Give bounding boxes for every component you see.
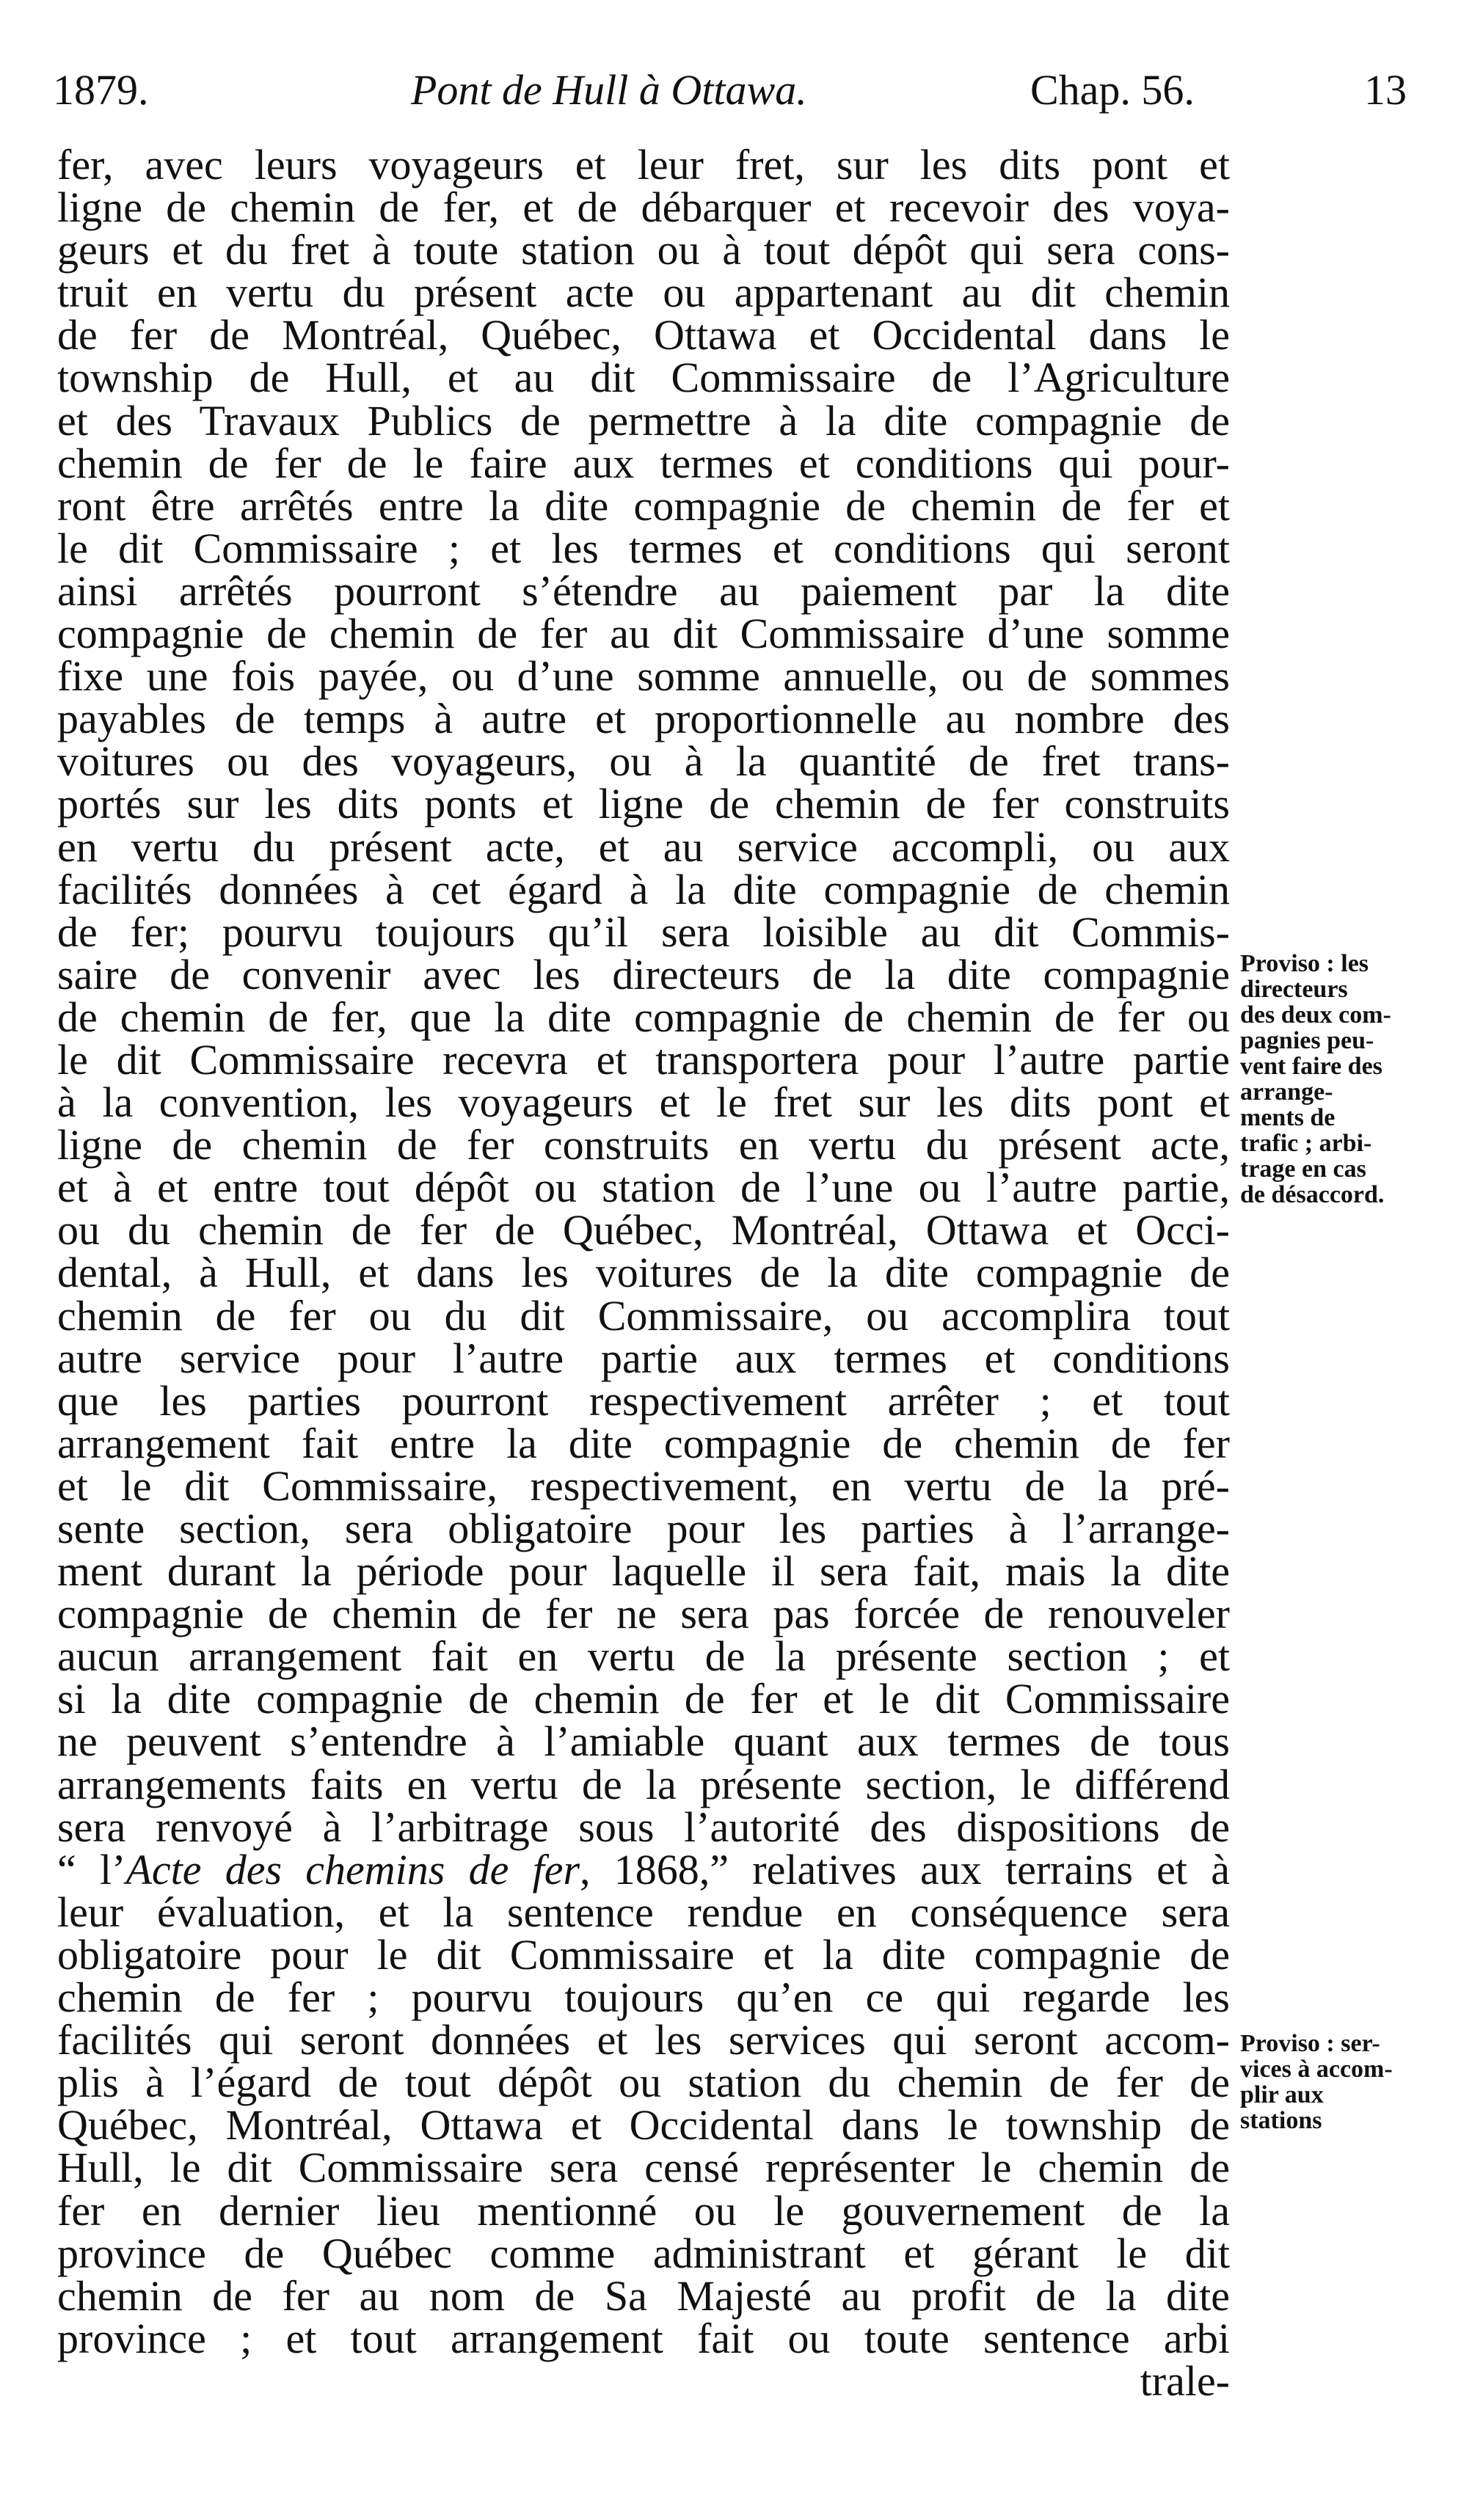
body-line: et à et entre tout dépôt ou station de l’une ou l’autre partie, (57, 1164, 1230, 1212)
margin-note-line: ments de (1240, 1104, 1336, 1131)
body-line: ront être arrêtés entre la dite compagnie de chemin de fer et (57, 481, 1230, 530)
margin-note-line: Proviso : ser- (1240, 2030, 1380, 2057)
body-line: compagnie de chemin de fer au dit Commissaire d’une somme (57, 610, 1230, 658)
body-line: Hull, le dit Commissaire sera censé représenter le chemin de (57, 2144, 1230, 2192)
header-year: 1879. (53, 66, 149, 114)
act-year: , 1868,” (580, 1845, 729, 1893)
body-line: le dit Commissaire ; et les termes et conditions qui seront (57, 524, 1230, 572)
act-title: Acte des chemins de fer (125, 1845, 580, 1893)
body-line: arrangement fait entre la dite compagnie de chemin de fer (57, 1419, 1230, 1467)
body-line: obligatoire pour le dit Commissaire et la dite compagnie de (57, 1930, 1230, 1979)
body-line: de fer de Montréal, Québec, Ottawa et Occidental dans le (57, 311, 1230, 359)
act-citation-rest: relatives aux terrains et à (752, 1845, 1231, 1893)
body-line: et le dit Commissaire, respectivement, en vertu de la pré- (57, 1461, 1230, 1510)
body-line: sente section, sera obligatoire pour les parties à l’arrange- (57, 1505, 1230, 1552)
margin-note-line: vices à accom- (1240, 2056, 1393, 2083)
body-line: fixe une fois payée, ou d’une somme annuelle, ou de sommes (57, 652, 1230, 701)
body-line: dental, à Hull, et dans les voitures de la dite compagnie de (57, 1249, 1230, 1297)
body-line: leur évaluation, et la sentence rendue en conséquence sera (57, 1888, 1230, 1936)
body-line: Québec, Montréal, Ottawa et Occidental dans le township de (57, 2101, 1230, 2150)
body-line: ainsi arrêtés pourront s’étendre au paiement par la dite (57, 566, 1230, 615)
body-line: chemin de fer de le faire aux termes et conditions qui pour- (57, 439, 1230, 487)
margin-note-line: de désaccord. (1240, 1181, 1385, 1208)
running-header (53, 65, 1407, 116)
body-line: plis à l’égard de tout dépôt ou station du chemin de fer de (57, 2059, 1230, 2107)
body-line: fer, avec leurs voyageurs et leur fret, sur les dits pont et (57, 141, 1230, 189)
body-line: ne peuvent s’entendre à l’amiable quant aux termes de tous (57, 1717, 1230, 1766)
body-line: facilités qui seront données et les services qui seront accom- (57, 2016, 1230, 2064)
margin-note-line: vent faire des (1240, 1053, 1382, 1080)
margin-note-line: directeurs (1240, 976, 1348, 1003)
margin-note-line: arrange- (1240, 1078, 1333, 1106)
margin-note-line: pagnies peu- (1240, 1027, 1374, 1054)
body-line: le dit Commissaire recevra et transportera pour l’autre partie (57, 1035, 1230, 1084)
body-line: arrangements faits en vertu de la présente section, le différend (57, 1760, 1230, 1808)
catchword: trale- (1140, 2356, 1230, 2405)
body-line: compagnie de chemin de fer ne sera pas forcée de renouveler (57, 1590, 1230, 1638)
body-line: autre service pour l’autre partie aux termes et conditions (57, 1334, 1230, 1382)
body-line: township de Hull, et au dit Commissaire de l’Agriculture (57, 354, 1230, 402)
margin-note-line: trage en cas (1240, 1155, 1366, 1183)
body-line: et des Travaux Publics de permettre à la dite compagnie de (57, 396, 1230, 445)
margin-note-line: trafic ; arbi- (1240, 1130, 1372, 1157)
body-line: province de Québec comme administrant et gérant le dit (57, 2229, 1230, 2277)
header-title: Pont de Hull à Ottawa. (411, 66, 807, 114)
body-line: ment durant la période pour laquelle il sera fait, mais la dite (57, 1547, 1230, 1596)
body-line: chemin de fer ; pourvu toujours qu’en ce qui regarde les (57, 1973, 1230, 2022)
margin-note-proviso-traffic (1240, 951, 1416, 1208)
body-line: chemin de fer au nom de Sa Majesté au profit de la dite (57, 2271, 1230, 2320)
body-line: sera renvoyé à l’arbitrage sous l’autorité des dispositions de (57, 1803, 1230, 1851)
body-line: si la dite compagnie de chemin de fer et le dit Commissaire (57, 1675, 1230, 1723)
body-line-act-citation (57, 1845, 1231, 1893)
margin-note-proviso-services (1240, 2031, 1416, 2133)
body-line: portés sur les dits ponts et ligne de chemin de fer construits (57, 780, 1230, 828)
body-line: à la convention, les voyageurs et le fret sur les dits pont et (57, 1078, 1230, 1127)
header-chapter: Chap. 56. (1030, 66, 1195, 114)
margin-note-line: stations (1240, 2107, 1322, 2134)
body-text (57, 141, 1231, 2405)
body-line: ou du chemin de fer de Québec, Montréal, Ottawa et Occi- (57, 1206, 1230, 1254)
body-line: facilités données à cet égard à la dite compagnie de chemin (57, 865, 1230, 913)
body-line: que les parties pourront respectivement arrêter ; et tout (57, 1376, 1230, 1425)
body-line: chemin de fer ou du dit Commissaire, ou accomplira tout (57, 1291, 1230, 1340)
body-line: saire de convenir avec les directeurs de la dite compagnie (57, 950, 1230, 998)
body-line: province ; et tout arrangement fait ou toute sentence arbi (57, 2314, 1230, 2362)
open-quote: “ l’ (57, 1845, 126, 1893)
body-line: de fer; pourvu toujours qu’il sera loisible au dit Commis- (57, 907, 1230, 956)
body-line: ligne de chemin de fer, et de débarquer et recevoir des voya- (57, 183, 1230, 232)
page-number: 13 (1364, 66, 1407, 114)
body-line: voitures ou des voyageurs, ou à la quantité de fret trans- (57, 737, 1230, 786)
margin-note-line: des deux com- (1240, 1001, 1391, 1029)
body-line: geurs et du fret à toute station ou à tout dépôt qui sera cons- (57, 226, 1230, 274)
body-line: de chemin de fer, que la dite compagnie de chemin de fer ou (57, 993, 1230, 1041)
body-line: fer en dernier lieu mentionné ou le gouvernement de la (57, 2186, 1230, 2235)
margin-note-line: plir aux (1240, 2081, 1324, 2108)
body-line: aucun arrangement fait en vertu de la présente section ; et (57, 1632, 1230, 1681)
margin-note-line: Proviso : les (1240, 950, 1369, 977)
body-line: en vertu du présent acte, et au service accompli, ou aux (57, 822, 1230, 871)
body-line: ligne de chemin de fer construits en vertu du présent acte, (57, 1121, 1230, 1169)
body-line: truit en vertu du présent acte ou appartenant au dit chemin (57, 269, 1230, 317)
body-line: payables de temps à autre et proportionnelle au nombre des (57, 695, 1230, 743)
